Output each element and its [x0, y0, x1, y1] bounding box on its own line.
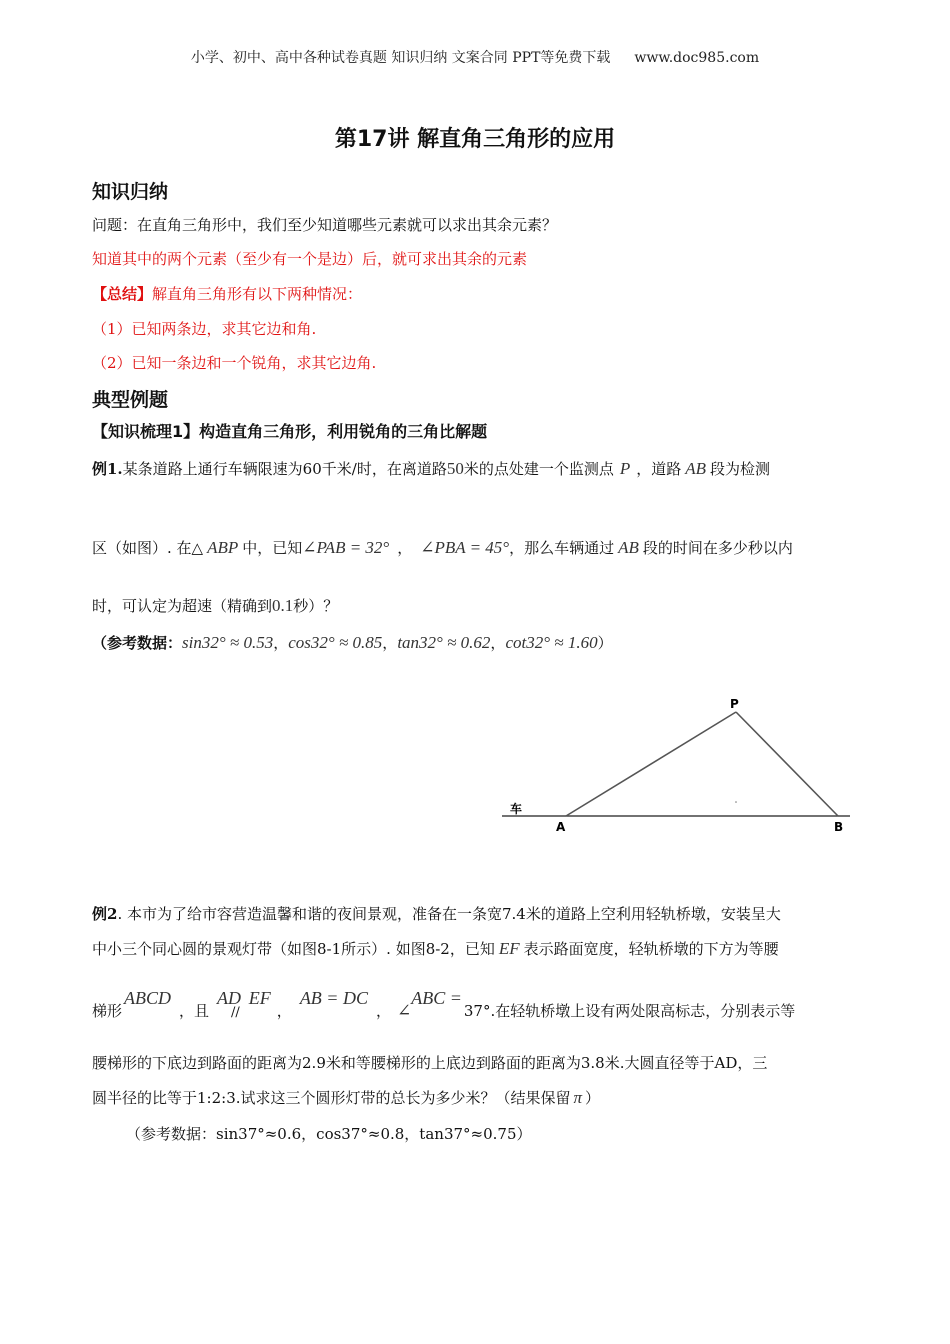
ex1-text: 中，已知	[242, 539, 303, 557]
ex2-equal-sides: AB = DC	[299, 988, 368, 1008]
point-a-label: A	[556, 820, 566, 834]
ex1-text: 段的时间在多少秒以内	[642, 539, 793, 557]
ex2-reference-data: （参考数据：sin37°≈0.6，cos37°≈0.8，tan37°≈0.75）	[126, 1125, 532, 1143]
ex2-text: ，	[276, 1002, 292, 1020]
ex1-text: 段为检测	[710, 460, 771, 478]
ex2-ef: EF	[498, 939, 520, 958]
ref-label: （参考数据：	[92, 634, 183, 652]
ex1-point-p: P	[619, 459, 631, 478]
knowledge-case-1: （1）已知两条边，求其它边和角.	[92, 320, 317, 338]
ex2-line-1	[92, 903, 781, 924]
ex2-text: ，且	[179, 1002, 210, 1020]
ex1-text: ，	[397, 539, 413, 557]
ref-sin: sin32° ≈ 0.53	[182, 633, 274, 652]
ex1-angle-pba: ∠PBA = 45°	[420, 538, 510, 557]
segment-pa	[566, 712, 736, 816]
ex2-ad: AD	[217, 988, 242, 1008]
summary-text: 解直角三角形有以下两种情况：	[152, 285, 363, 303]
ex1-text: 时，可认定为超速（精确到	[92, 597, 273, 615]
page-title: 第17讲 解直角三角形的应用	[334, 127, 616, 152]
point-p-label: P	[730, 697, 739, 711]
summary-tag: 【总结】	[92, 285, 153, 303]
knowledge-summary	[92, 283, 362, 304]
ex2-text: 37°.在轻轨桥墩上设有两处限高标志，分别表示等	[463, 1002, 796, 1020]
ex1-line-2	[92, 537, 793, 558]
ex2-text: ，	[375, 1002, 391, 1020]
ex2-label: 例2	[92, 905, 118, 923]
ref-cos: cos32° ≈ 0.85	[288, 633, 383, 652]
ex1-segment-ab-2: AB	[618, 538, 639, 557]
point-b-label: B	[834, 820, 844, 834]
ex2-line-5	[92, 1087, 600, 1108]
ex2-text: 圆半径的比等于1:2:3.试求这三个圆形灯带的总长为多少米？（结果保留	[92, 1089, 571, 1107]
ex1-line-3	[92, 595, 338, 616]
ex1-text: 米的点处建一个监测点	[463, 460, 614, 478]
knowledge-case-2: （2）已知一条边和一个锐角，求其它边角.	[92, 354, 377, 372]
ex1-text: 秒）？	[293, 597, 339, 615]
ex1-reference-data	[92, 632, 613, 653]
ex2-text: 中小三个同心圆的景观灯带（如图8-1所示）. 如图8-2，已知	[92, 940, 495, 958]
ex2-abcd: ABCD	[124, 988, 172, 1008]
ref-end: ）	[597, 634, 613, 652]
ex2-pi: π	[573, 1088, 583, 1107]
ex1-text: 某条道路上通行车辆限速为60千米/时，在离道路	[122, 460, 447, 478]
ex2-parallel: //	[231, 1005, 240, 1020]
ex1-precision: 0.1	[272, 596, 294, 615]
ex1-angle-pab: ∠PAB = 32°	[302, 538, 390, 557]
ex2-text: ）	[585, 1089, 601, 1107]
ex1-segment-ab: AB	[685, 459, 707, 478]
ex2-line-3	[92, 988, 795, 1022]
ex2-text: 表示路面宽度，轻轨桥墩的下方为等腰	[523, 940, 779, 958]
ex2-angle-abc: ABC =	[411, 988, 462, 1008]
ex1-triangle: ABP	[207, 538, 239, 557]
ex1-distance: 50	[446, 459, 464, 478]
section-heading-knowledge: 知识归纳	[92, 181, 169, 203]
examples-sub-heading: 【知识梳理1】构造直角三角形，利用锐角的三角比解题	[92, 422, 488, 441]
ref-cot: cot32° ≈ 1.60	[505, 633, 598, 652]
ex2-ef-2: EF	[248, 988, 271, 1008]
ref-tan: tan32° ≈ 0.62	[397, 633, 491, 652]
ex1-label: 例1.	[92, 460, 123, 478]
foot-point	[735, 801, 737, 803]
segment-pb	[736, 712, 838, 816]
car-label: 车	[510, 802, 523, 816]
header-site-link[interactable]: www.doc985.com	[634, 50, 760, 66]
ex2-text: . 本市为了给市容营造温馨和谐的夜间景观，准备在一条宽7.4米的道路上空利用轻轨桥墩，安装呈大	[117, 905, 781, 923]
page-header	[0, 47, 950, 67]
ex2-angle-symbol: ∠	[396, 1001, 412, 1020]
ex1-text: ，道路	[636, 460, 682, 478]
ex1-text: 区（如图）. 在△	[92, 539, 204, 557]
ex2-text: 梯形	[92, 1002, 123, 1020]
knowledge-answer: 知道其中的两个元素（至少有一个是边）后，就可求出其余的元素	[92, 250, 528, 268]
ex1-line-1	[92, 458, 770, 479]
header-text: 小学、初中、高中各种试卷真题 知识归纳 文案合同 PPT等免费下载	[190, 50, 611, 66]
knowledge-question: 问题：在直角三角形中，我们至少知道哪些元素就可以求出其余元素？	[92, 216, 558, 234]
ex1-text: ，那么车辆通过	[509, 539, 615, 557]
ex2-line-2	[92, 938, 779, 959]
ex1-triangle-figure	[498, 694, 858, 844]
ref-sep: ，	[382, 634, 398, 652]
section-heading-examples: 典型例题	[92, 389, 169, 411]
ref-sep: ，	[273, 634, 289, 652]
ref-sep: ，	[490, 634, 506, 652]
ex2-line-4: 腰梯形的下底边到路面的距离为2.9米和等腰梯形的上底边到路面的距离为3.8米.大圆直径等于AD，三	[92, 1054, 768, 1072]
